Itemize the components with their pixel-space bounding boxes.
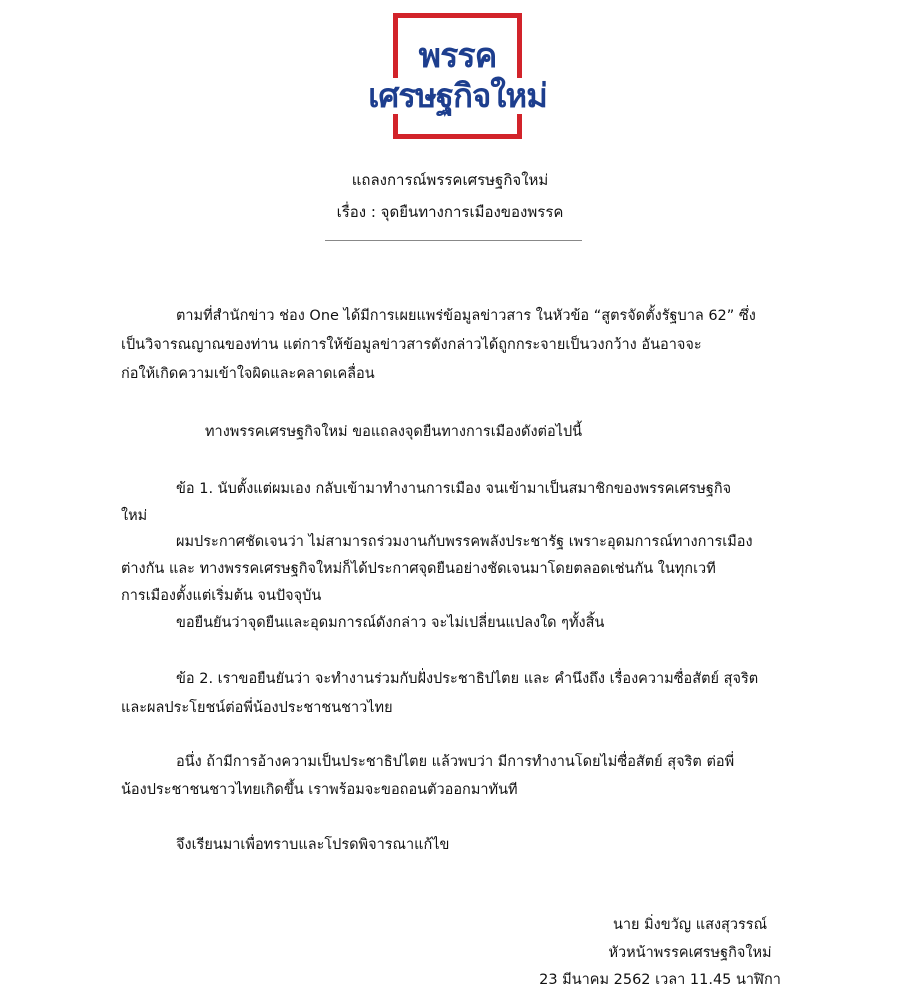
party-logo <box>368 13 547 139</box>
statement-intro: ทางพรรคเศรษฐกิจใหม่ ขอแถลงจุดยืนทางการเมืองดังต่อไปนี้ <box>205 424 583 440</box>
item1-line: ใหม่ <box>121 508 148 524</box>
paragraph-line: ก่อให้เกิดความเข้าใจผิดและคลาดเคลื่อน <box>121 366 375 382</box>
item1-line: ขอยืนยันว่าจุดยืนและอุดมการณ์ดังกล่าว จะไม่เปลี่ยนแปลงใด ๆทั้งสิ้น <box>176 615 605 631</box>
item2-line: และผลประโยชน์ต่อพี่น้องประชาชนชาวไทย <box>121 700 393 716</box>
item1-line: ผมประกาศชัดเจนว่า ไม่สามารถร่วมงานกับพรรคพลังประชารัฐ เพราะอุดมการณ์ทางการเมือง <box>176 534 753 550</box>
document-title: แถลงการณ์พรรคเศรษฐกิจใหม่ <box>351 171 549 189</box>
signatory-name: นาย มิ่งขวัญ แสงสุวรรณ์ <box>612 917 768 933</box>
signature-datetime: 23 มีนาคม 2562 เวลา 11.45 นาฬิกา <box>539 972 781 988</box>
paragraph-line: อนึ่ง ถ้ามีการอ้างความเป็นประชาธิปไตย แล้วพบว่า มีการทำงานโดยไม่ซื่อสัตย์ สุจริต ต่อพี่ <box>176 754 735 770</box>
paragraph-line: ตามที่สำนักข่าว ช่อง One ได้มีการเผยแพร่ข้อมูลข่าวสาร ในหัวข้อ “สูตรจัดตั้งรัฐบาล 62” ซึ่ง <box>176 308 756 324</box>
item2-line: ข้อ 2. เราขอยืนยันว่า จะทำงานร่วมกับฝั่งประชาธิปไตย และ คำนึงถึง เรื่องความซื่อสัตย์ สุจริต <box>176 671 759 687</box>
paragraph-line: น้องประชาชนชาวไทยเกิดขึ้น เราพร้อมจะขอถอนตัวออกมาทันที <box>121 782 518 798</box>
item1-line: ข้อ 1. นับตั้งแต่ผมเอง กลับเข้ามาทำงานการเมือง จนเข้ามาเป็นสมาชิกของพรรคเศรษฐกิจ <box>176 481 732 497</box>
item1-line: การเมืองตั้งแต่เริ่มต้น จนปัจจุบัน <box>121 588 322 604</box>
signatory-position: หัวหน้าพรรคเศรษฐกิจใหม่ <box>608 945 772 961</box>
logo-text-top: พรรค <box>418 36 497 76</box>
document-subject: เรื่อง : จุดยืนทางการเมืองของพรรค <box>336 203 564 221</box>
item1-line: ต่างกัน และ ทางพรรคเศรษฐกิจใหม่ก็ได้ประกาศจุดยืนอย่างชัดเจนมาโดยตลอดเช่นกัน ในทุกเวที <box>121 561 716 577</box>
header-divider <box>325 240 582 241</box>
closing-line: จึงเรียนมาเพื่อทราบและโปรดพิจารณาแก้ไข <box>176 837 450 853</box>
logo-text-bottom: เศรษฐกิจใหม่ <box>360 78 555 114</box>
paragraph-line: เป็นวิจารณญาณของท่าน แต่การให้ข้อมูลข่าวสารดังกล่าวได้ถูกกระจายเป็นวงกว้าง อันอาจจะ <box>121 337 702 353</box>
